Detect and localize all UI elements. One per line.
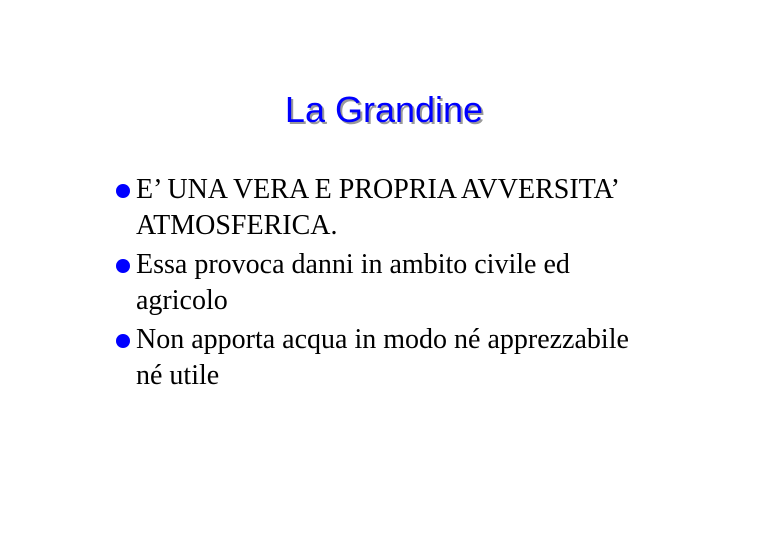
- bullet-item: [116, 172, 716, 244]
- bullet-list: [116, 172, 716, 397]
- bullet-dot-icon: [116, 184, 130, 198]
- bullet-text-line: Essa provoca danni in ambito civile ed: [136, 249, 570, 280]
- bullet-item: [116, 322, 716, 394]
- bullet-text-line: ATMOSFERICA.: [136, 210, 338, 241]
- bullet-dot-icon: [116, 334, 130, 348]
- bullet-text-line: agricolo: [136, 285, 228, 316]
- bullet-text-line: né utile: [136, 360, 220, 391]
- slide-title: La Grandine: [284, 89, 484, 130]
- bullet-dot-icon: [116, 259, 130, 273]
- bullet-item: [116, 247, 716, 319]
- bullet-text-line: Non apporta acqua in modo né apprezzabile: [136, 324, 629, 355]
- bullet-text-line: E’ UNA VERA E PROPRIA AVVERSITA’: [136, 174, 620, 205]
